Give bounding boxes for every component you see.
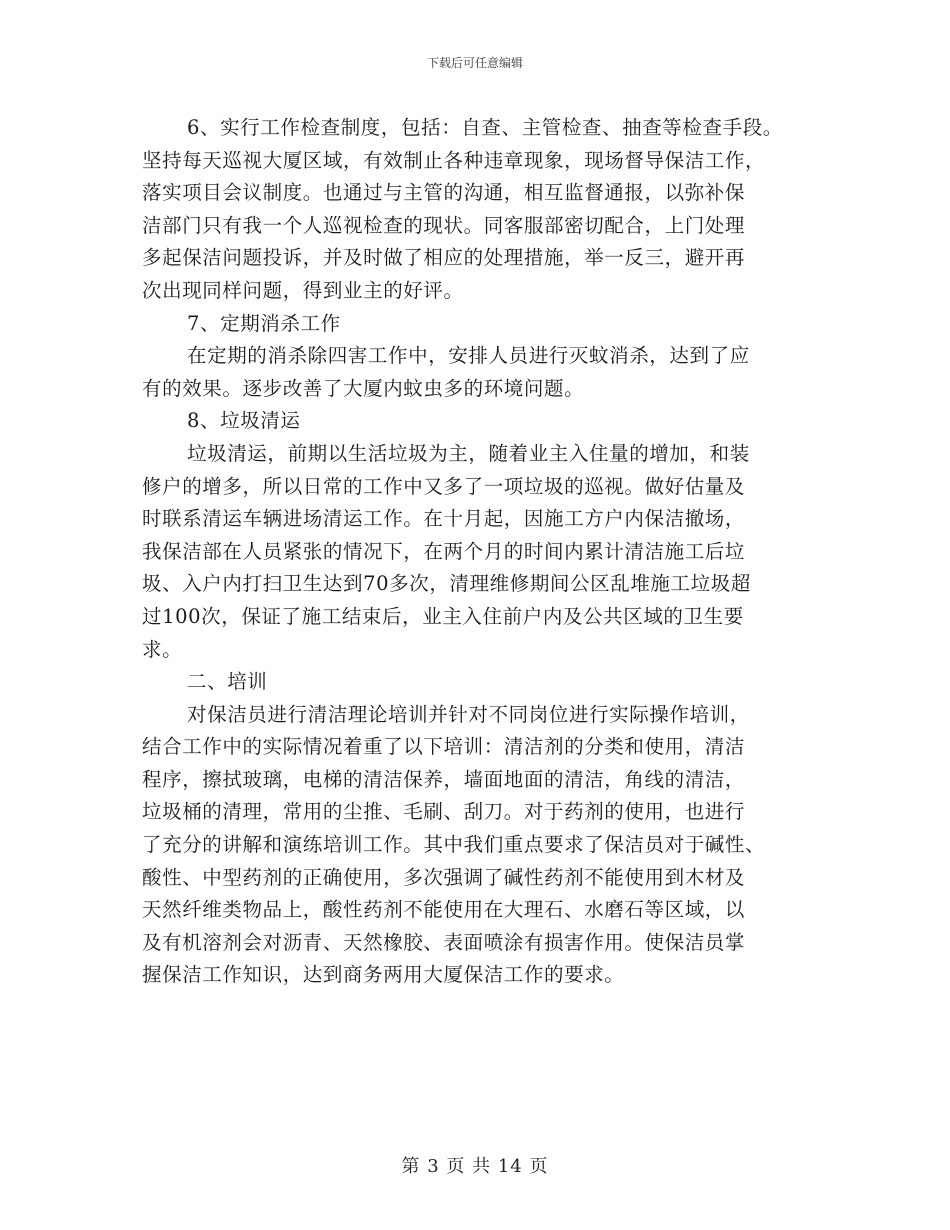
text-line: 6、实行工作检查制度，包括：自查、主管检查、抽查等检查手段。: [187, 116, 783, 139]
text-line: 落实项目会议制度。也通过与主管的沟通，相互监督通报，以弥补保: [142, 181, 746, 205]
text-line: 在定期的消杀除四害工作中，安排人员进行灭蚊消杀，达到了应: [187, 344, 750, 368]
text-line: 程序，擦拭玻璃，电梯的清洁保养，墙面地面的清洁，角线的清洁，: [142, 767, 746, 791]
text-line: 对保洁员进行清洁理论培训并针对不同岗位进行实际操作培训，: [187, 702, 750, 726]
text-line: 了充分的讲解和演练培训工作。其中我们重点要求了保洁员对于碱性、: [142, 833, 766, 857]
text-line: 天然纤维类物品上，酸性药剂不能使用在大理石、水磨石等区域，以: [142, 898, 746, 922]
text-line: 时联系清运车辆进场清运工作。在十月起，因施工方户内保洁撤场，: [142, 507, 746, 531]
page-number: 第 3 页 共 14 页: [401, 1156, 549, 1177]
text-line: 结合工作中的实际情况着重了以下培训：清洁剂的分类和使用，清洁: [142, 735, 746, 759]
text-line: 及有机溶剂会对沥青、天然橡胶、表面喷涂有损害作用。使保洁员掌: [142, 930, 746, 954]
text-line: 二、培训: [187, 670, 268, 694]
text-line: 有的效果。逐步改善了大厦内蚊虫多的环境问题。: [142, 376, 585, 400]
text-line: 坚持每天巡视大厦区域，有效制止各种违章现象，现场督导保洁工作，: [142, 148, 766, 172]
text-line: 7、定期消杀工作: [187, 311, 341, 335]
text-line: 8、垃圾清运: [187, 409, 301, 433]
text-line: 次出现同样问题，得到业主的好评。: [142, 278, 464, 302]
text-line: 酸性、中型药剂的正确使用，多次强调了碱性药剂不能使用到木材及: [142, 865, 746, 889]
text-line: 垃圾清运，前期以生活垃圾为主，随着业主入住量的增加，和装: [187, 441, 750, 465]
text-line: 过100次，保证了施工结束后，业主入住前户内及公共区域的卫生要: [142, 604, 744, 628]
page-header: 下载后可任意编辑: [426, 56, 523, 70]
text-line: 求。: [142, 637, 183, 661]
text-line: 圾、入户内打扫卫生达到70多次，清理维修期间公区乱堆施工垃圾超: [142, 572, 751, 596]
text-line: 多起保洁问题投诉，并及时做了相应的处理措施，举一反三，避开再: [142, 246, 746, 270]
text-line: 握保洁工作知识，达到商务两用大厦保洁工作的要求。: [142, 963, 625, 987]
text-line: 洁部门只有我一个人巡视检查的现状。同客服部密切配合，上门处理: [142, 213, 746, 237]
text-line: 垃圾桶的清理，常用的尘推、毛刷、刮刀。对于药剂的使用，也进行: [142, 800, 746, 824]
text-line: 修户的增多，所以日常的工作中又多了一项垃圾的巡视。做好估量及: [142, 474, 746, 498]
document-body: [142, 112, 822, 992]
text-line: 我保洁部在人员紧张的情况下，在两个月的时间内累计清洁施工后垃: [142, 539, 746, 563]
